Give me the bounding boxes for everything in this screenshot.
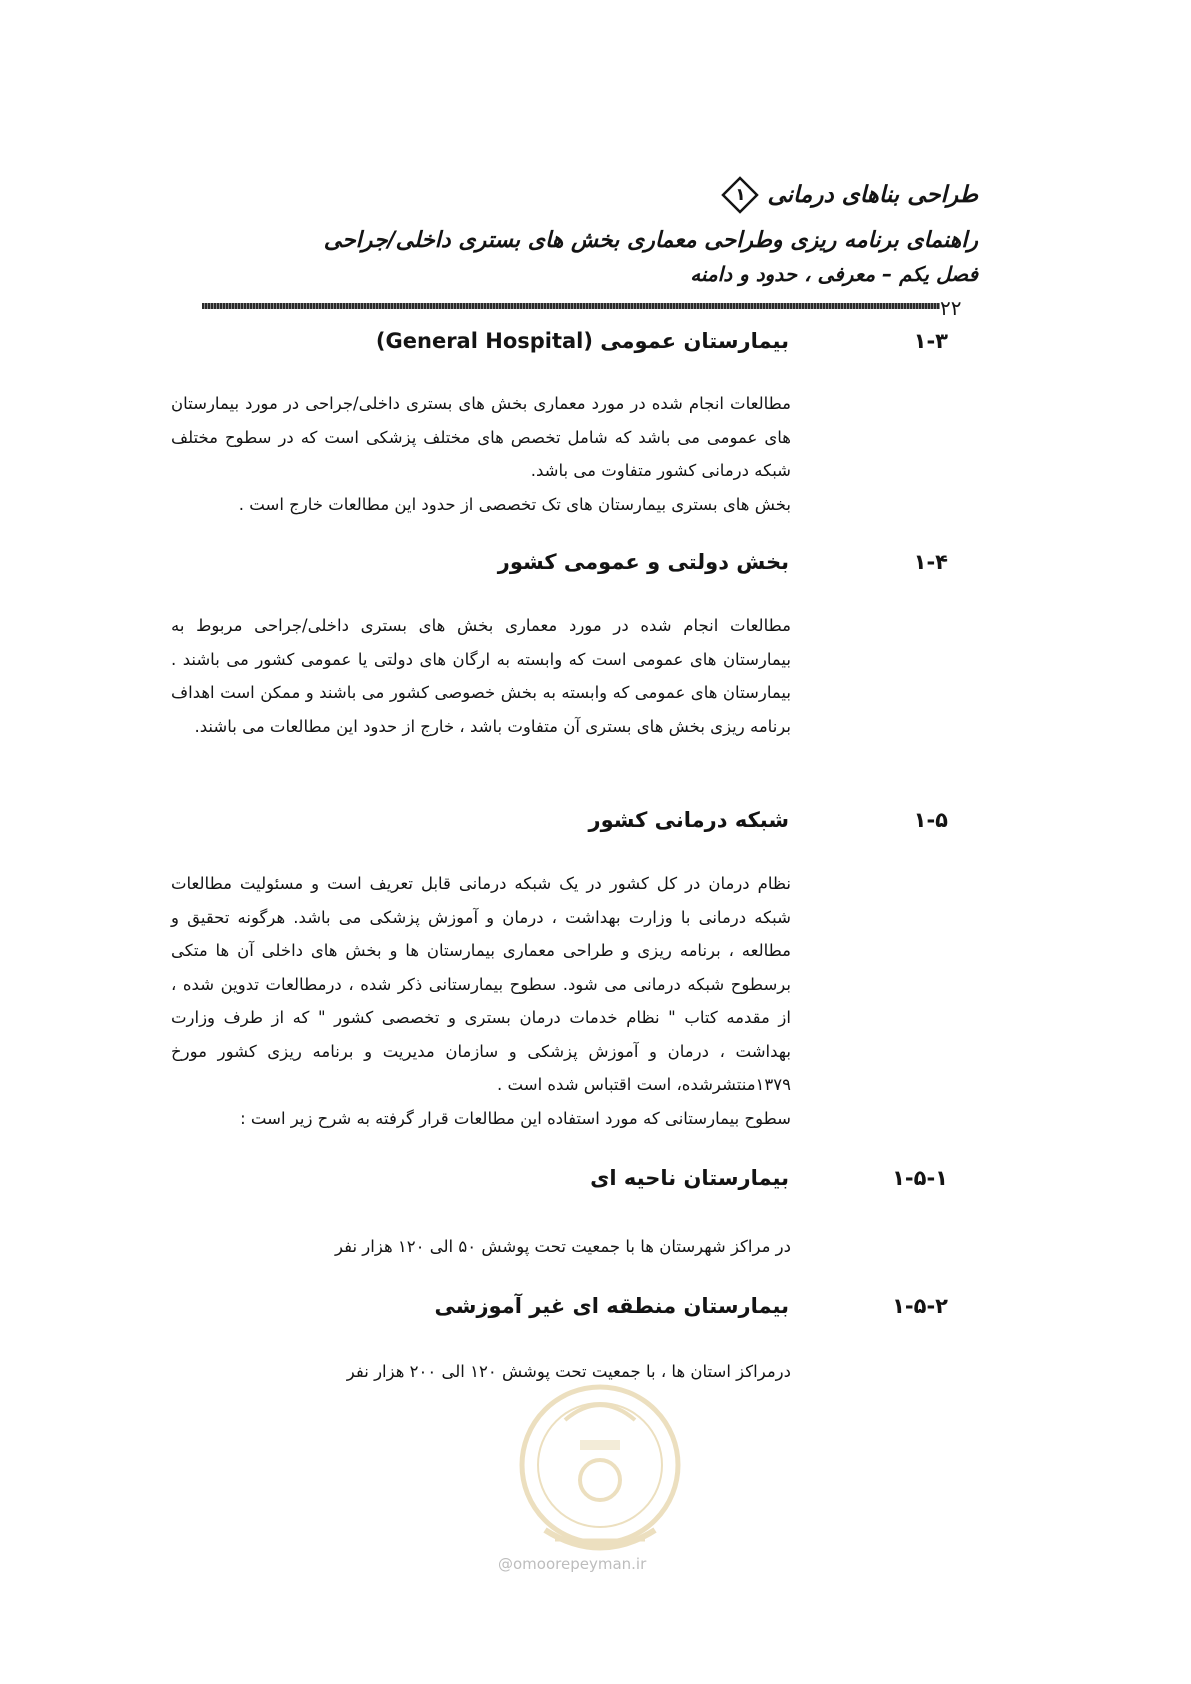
section-number: ۱-۵-۱ — [892, 1166, 948, 1190]
paragraph: در مراکز شهرستان ها با جمعیت تحت پوشش ۵۰ الی ۱۲۰ هزار نفر — [335, 1237, 791, 1256]
section-number: ۱-۳ — [913, 329, 948, 353]
section-number: ۱-۵-۲ — [892, 1294, 948, 1318]
paragraph: مطالعات انجام شده در مورد معماری بخش های بستری داخلی/جراحی در مورد بیمارستان های عمومی می باشد که شامل تخصص های مختلف پزشکی است که در سطوح مختلف شبکه درمانی کشور متفاوت می باشد. — [171, 394, 791, 480]
section-title: بخش دولتی و عمومی کشور — [497, 550, 789, 574]
book-title — [721, 176, 978, 214]
section-body — [171, 867, 791, 1135]
paragraph: بخش های بستری بیمارستان های تک تخصصی از حدود این مطالعات خارج است . — [238, 494, 791, 514]
page-number: ۲۲ — [940, 296, 962, 320]
paragraph: نظام درمان در کل کشور در یک شبکه درمانی قابل تعریف است و مسئولیت مطالعات شبکه درمانی با وزارت بهداشت ، درمان و آموزش پزشکی می باشد. هرگونه تحقیق و مطالعه ، برنامه ریزی و طراحی معماری بیمارستان ها و بخش های داخلی آن ها متکی برسطوح شبکه درمانی می شود. سطوح بیمارستانی ذکر شده ، درمطالعات تدوین شده ، از مقدمه کتاب " نظام خدمات درمان بستری و تخصصی کشور " که از طرف وزارت بهداشت ، درمان و آموزش پزشکی و سازمان مدیریت و برنامه ریزی کشور مورخ ۱۳۷۹منتشرشده، است اقتباس شده است . — [171, 874, 791, 1094]
paragraph: درمراکز استان ها ، با جمعیت تحت پوشش ۱۲۰ الی ۲۰۰ هزار نفر — [346, 1362, 791, 1381]
watermark-url: @omoorepeyman.ir — [498, 1555, 647, 1573]
section-title: بیمارستان ناحیه ای — [590, 1166, 789, 1190]
section-number: ۱-۵ — [913, 808, 948, 832]
section-title: بیمارستان عمومی (General Hospital) — [375, 329, 789, 353]
header-divider — [202, 303, 940, 309]
section-number: ۱-۴ — [913, 550, 948, 574]
book-title-text: طراحی بناهای درمانی — [767, 182, 978, 208]
watermark-logo — [495, 1360, 705, 1570]
volume-number: ۱ — [735, 185, 746, 205]
seal-icon — [495, 1360, 705, 1570]
section-title: بیمارستان منطقه ای غیر آموزشی — [434, 1294, 789, 1318]
volume-number-badge — [721, 176, 759, 214]
section-body — [335, 1230, 791, 1264]
section-title: شبکه درمانی کشور — [588, 808, 789, 832]
chapter-title: فصل یکم – معرفی ، حدود و دامنه — [690, 262, 978, 286]
section-body — [171, 609, 791, 743]
guide-title: راهنمای برنامه ریزی وطراحی معماری بخش های بستری داخلی/جراحی — [323, 228, 978, 253]
paragraph: مطالعات انجام شده در مورد معماری بخش های بستری داخلی/جراحی مربوط به بیمارستان های عمومی است که وابسته به ارگان های دولتی یا عمومی کشور می باشند . بیمارستان های عمومی که وابسته به بخش خصوصی کشور می باشند و ممکن است اهداف برنامه ریزی بخش های بستری آن متفاوت باشد ، خارج از حدود این مطالعات می باشند. — [171, 616, 791, 736]
paragraph: سطوح بیمارستانی که مورد استفاده این مطالعات قرار گرفته به شرح زیر است : — [240, 1108, 791, 1128]
section-body — [171, 387, 791, 521]
